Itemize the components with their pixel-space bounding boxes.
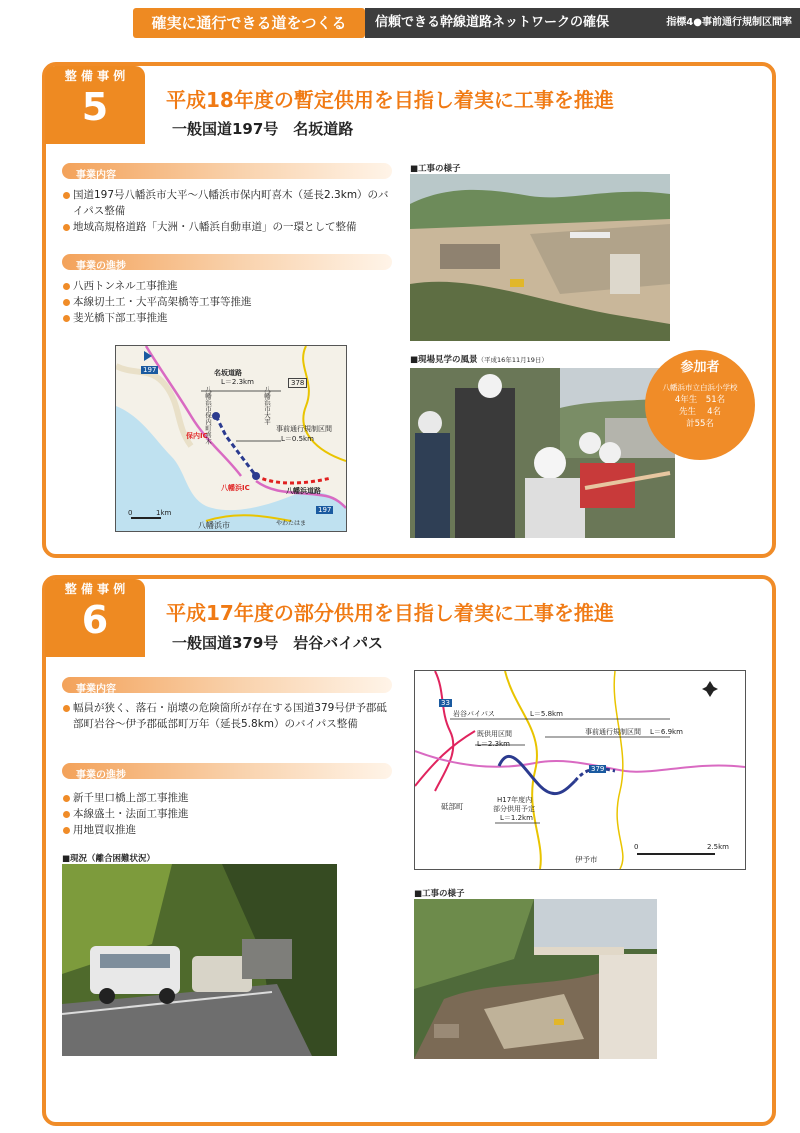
- header-theme: 確実に通行できる道をつくる: [133, 8, 365, 38]
- list-item: 斐光橋下部工事推進: [62, 310, 392, 326]
- map-label-reg: 事前通行規制区間: [276, 425, 332, 433]
- participants-total: 計55名: [686, 419, 714, 429]
- map6-label-route: 岩谷バイパス: [453, 710, 495, 718]
- map-label-road: 八幡浜道路: [286, 487, 321, 495]
- case5-photo1: [410, 174, 670, 341]
- case6-progress-heading: 事業の進捗: [62, 763, 392, 779]
- map-label-v1: 八幡浜市保内町喜木: [204, 386, 212, 445]
- map6-label-33: 33: [441, 699, 450, 707]
- case6-progress-list: [62, 790, 392, 838]
- case5-photo2-caption: ■現場見学の風景（平成16年11月19日）: [410, 355, 548, 365]
- case5-subtitle: 一般国道197号 名坂道路: [172, 120, 354, 138]
- map-label-town: やわたはま: [276, 520, 307, 527]
- map6-label-partial2: 部分供用予定: [493, 805, 535, 813]
- map6-label-reg: 事前通行規制区間: [585, 728, 641, 736]
- map6-label-partial: H17年度内: [497, 796, 533, 804]
- map-label-197a: 197: [143, 366, 157, 374]
- map-label-197b: 197: [318, 506, 332, 514]
- list-item: 地域高規格道路「大洲・八幡浜自動車道」の一環として整備: [62, 219, 392, 235]
- participants-line1: 4年生 51名: [674, 395, 726, 405]
- case6-subtitle: 一般国道379号 岩谷バイパス: [172, 634, 384, 652]
- list-item: 本線切土工・大平高架橋等工事等推進: [62, 294, 392, 310]
- case5-number: 5: [81, 85, 109, 129]
- map6-label-379: 379: [591, 765, 605, 773]
- list-item: 国道197号八幡浜市大平～八幡浜市保内町喜木（延長2.3km）のバイパス整備: [62, 187, 392, 219]
- map6-scale-0: 0: [634, 843, 639, 851]
- case6-photo1-caption: ■現況（離合困難状況）: [62, 854, 156, 864]
- map-label-route-length: L＝2.3km: [221, 378, 254, 386]
- map-label-city: 八幡浜市: [198, 521, 230, 530]
- case6-photo2: [414, 899, 657, 1059]
- case5-map: [115, 345, 347, 532]
- map-label-reg-length: L＝0.5km: [281, 435, 314, 443]
- case5-title: 平成18年度の暫定供用を目指し着実に工事を推進: [166, 88, 614, 112]
- map-label-ic2: 八幡浜IC: [221, 484, 250, 492]
- map6-label-town2: 伊予市: [575, 855, 598, 864]
- map6-label-town1: 砥部町: [441, 802, 464, 811]
- list-item: 本線盛土・法面工事推進: [62, 806, 392, 822]
- map-label-route: 名坂道路: [214, 369, 242, 377]
- case5-tab-label: 整 備 事 例: [64, 69, 126, 83]
- case5-photo2: [410, 368, 675, 538]
- case5-content-heading: 事業内容: [62, 163, 392, 179]
- list-item: 新千里口橋上部工事推進: [62, 790, 392, 806]
- list-item: 幅員が狭く、落石・崩壊の危険箇所が存在する国道379号伊予郡砥部町岩谷～伊予郡砥部町万年（延長5.8km）のバイパス整備: [62, 700, 392, 732]
- list-item: 用地買収推進: [62, 822, 392, 838]
- header-subtitle: 信頼できる幹線道路ネットワークの確保: [375, 15, 610, 30]
- participants-title: 参加者: [680, 360, 720, 375]
- case5-tab: [45, 66, 145, 144]
- case5-progress-list: [62, 278, 392, 326]
- case5-photo1-caption: ■工事の様子: [410, 164, 461, 174]
- case5-content-list: [62, 187, 392, 235]
- case6-tab-label: 整 備 事 例: [64, 582, 126, 596]
- participants-school: 八幡浜市立白浜小学校: [662, 383, 738, 392]
- case5-progress-heading: 事業の進捗: [62, 254, 392, 270]
- participants-line2: 先生 4名: [678, 407, 722, 417]
- map6-scale-1: 2.5km: [707, 843, 730, 851]
- map-scale-0: 0: [128, 509, 133, 517]
- map-label-378: 378: [288, 378, 307, 388]
- case6-number: 6: [81, 598, 109, 642]
- map6-label-route-length: L＝5.8km: [530, 710, 563, 718]
- case6-photo1: [62, 864, 337, 1056]
- header-indicator: 指標4●事前通行規制区間率: [666, 17, 792, 28]
- case6-content-list: [62, 700, 392, 732]
- map6-label-open: 既供用区間: [477, 730, 512, 738]
- map-label-ic1: 保内IC: [186, 432, 208, 440]
- case6-photo2-caption: ■工事の様子: [414, 889, 465, 899]
- case6-content-heading: 事業内容: [62, 677, 392, 693]
- list-item: 八西トンネル工事推進: [62, 278, 392, 294]
- header-bar: [365, 8, 800, 38]
- case6-tab: [45, 579, 145, 657]
- map-label-v2: 八幡浜市大平: [263, 386, 271, 425]
- case6-map: [414, 670, 746, 870]
- map6-label-open-length: L＝2.3km: [477, 740, 510, 748]
- case6-map-graphic: [415, 671, 745, 869]
- map6-label-partial-length: L＝1.2km: [500, 814, 533, 822]
- participants-badge: [645, 350, 755, 460]
- case6-title: 平成17年度の部分供用を目指し着実に工事を推進: [166, 601, 614, 625]
- map-scale-1: 1km: [156, 509, 172, 517]
- map6-label-reg-length: L＝6.9km: [650, 728, 683, 736]
